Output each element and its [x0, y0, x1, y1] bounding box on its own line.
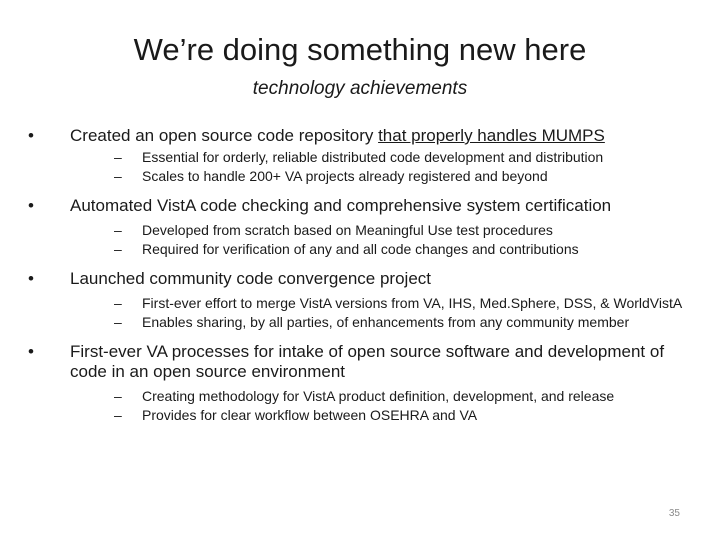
bullet-item	[28, 196, 698, 257]
slide-title: We’re doing something new here	[133, 32, 587, 67]
bullet-icon: •	[28, 126, 34, 145]
bullet-text: Automated VistA code checking and comprehensive system certification	[70, 196, 612, 215]
bullet-icon: •	[28, 269, 34, 288]
sub-bullet-text: Creating methodology for VistA product definition, development, and release	[142, 388, 615, 404]
page-number: 35	[668, 508, 680, 519]
sub-bullet-text: Provides for clear workflow between OSEHRA and VA	[142, 407, 478, 423]
slide-subtitle: technology achievements	[252, 78, 468, 99]
dash-icon: –	[114, 241, 122, 257]
bullet-item	[28, 342, 698, 423]
bullet-text-underlined: that properly handles MUMPS	[378, 126, 605, 145]
sub-bullet-text: Required for verification of any and all code changes and contributions	[142, 241, 579, 257]
sub-bullet-text: Scales to handle 200+ VA projects already registered and beyond	[142, 168, 548, 184]
sub-bullet-text: Essential for orderly, reliable distributed code development and distribution	[142, 149, 604, 165]
sub-bullet-item	[70, 168, 698, 184]
bullet-list	[28, 126, 698, 429]
dash-icon: –	[114, 407, 122, 423]
sub-bullet-item	[70, 388, 698, 404]
sub-bullet-item	[70, 241, 698, 257]
bullet-item	[28, 269, 698, 330]
dash-icon: –	[114, 149, 122, 165]
bullet-text: Launched community code convergence project	[70, 269, 431, 288]
dash-icon: –	[114, 222, 122, 238]
bullet-icon: •	[28, 342, 34, 361]
dash-icon: –	[114, 168, 122, 184]
sub-bullet-item	[70, 149, 698, 165]
dash-icon: –	[114, 314, 122, 330]
dash-icon: –	[114, 388, 122, 404]
bullet-text: First-ever VA processes for intake of open source software and development of code in an open source environment	[70, 342, 665, 381]
sub-bullet-item	[70, 314, 698, 330]
bullet-item	[28, 126, 698, 184]
bullet-text-plain: Created an open source code repository	[70, 126, 379, 145]
sub-bullet-item	[70, 295, 698, 311]
sub-bullet-item	[70, 222, 698, 238]
dash-icon: –	[114, 295, 122, 311]
sub-bullet-item	[70, 407, 698, 423]
bullet-icon: •	[28, 196, 34, 215]
sub-bullet-text: Developed from scratch based on Meaningful Use test procedures	[142, 222, 553, 238]
bullet-text	[70, 126, 698, 146]
sub-bullet-text: Enables sharing, by all parties, of enhancements from any community member	[142, 314, 630, 330]
sub-bullet-text: First-ever effort to merge VistA versions from VA, IHS, Med.Sphere, DSS, & WorldVistA	[142, 295, 683, 311]
